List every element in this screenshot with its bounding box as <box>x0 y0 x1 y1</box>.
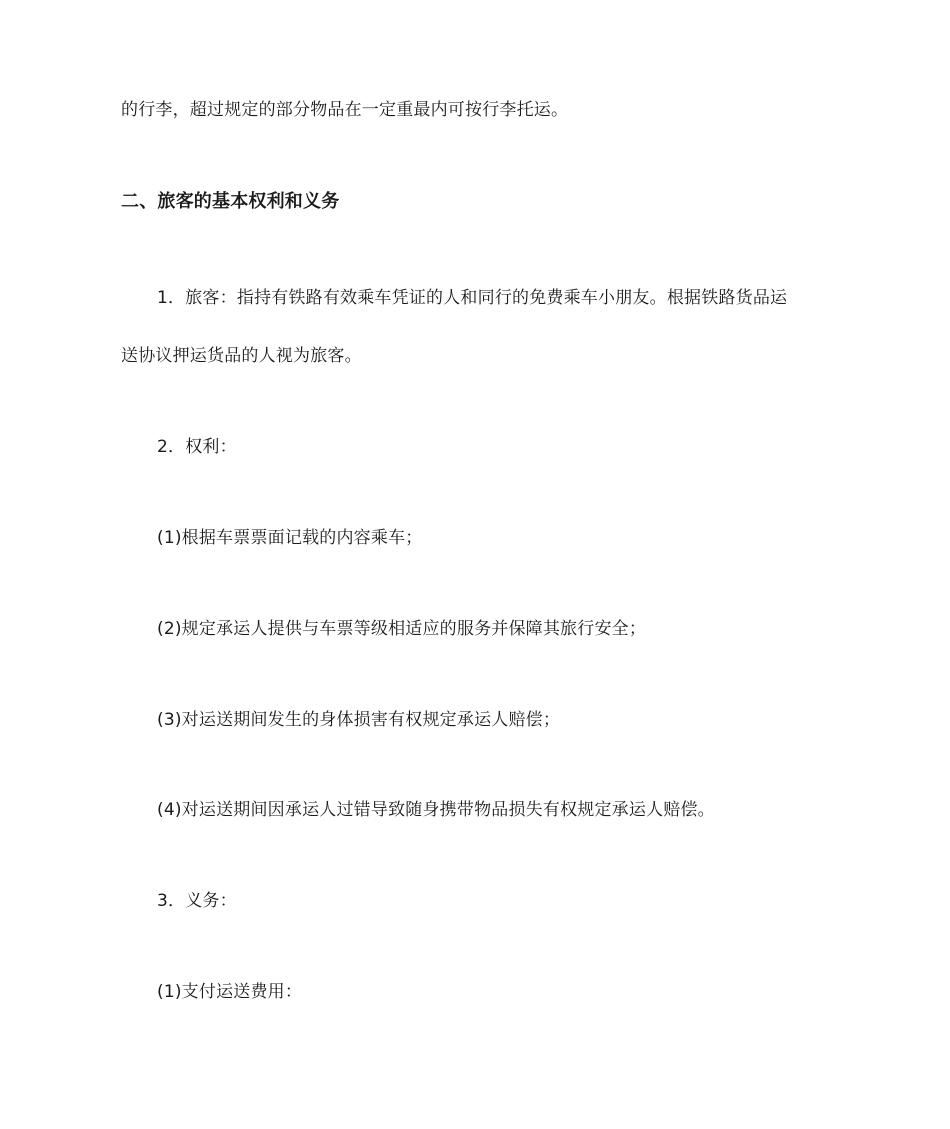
continuation-paragraph: 的行李，超过规定的部分物品在一定重最内可按行李托运。 <box>121 100 569 120</box>
duty-item-1: (1)支付运送费用： <box>157 982 303 1002</box>
passenger-definition-line-2: 送协议押运货品的人视为旅客。 <box>121 346 362 366</box>
right-item-1: (1)根据车票票面记载的内容乘车； <box>157 528 423 548</box>
right-item-2: (2)规定承运人提供与车票等级相适应的服务并保障其旅行安全； <box>157 619 647 639</box>
rights-heading: 2．权利： <box>157 437 237 457</box>
passenger-definition-line-1: 1．旅客：指持有铁路有效乘车凭证的人和同行的免费乘车小朋友。根据铁路货品运 <box>157 288 788 308</box>
right-item-4: (4)对运送期间因承运人过错导致随身携带物品损失有权规定承运人赔偿。 <box>157 800 715 820</box>
right-item-3: (3)对运送期间发生的身体损害有权规定承运人赔偿； <box>157 710 561 730</box>
section-heading: 二、旅客的基本权利和义务 <box>121 191 340 212</box>
duties-heading: 3．义务： <box>157 891 237 911</box>
